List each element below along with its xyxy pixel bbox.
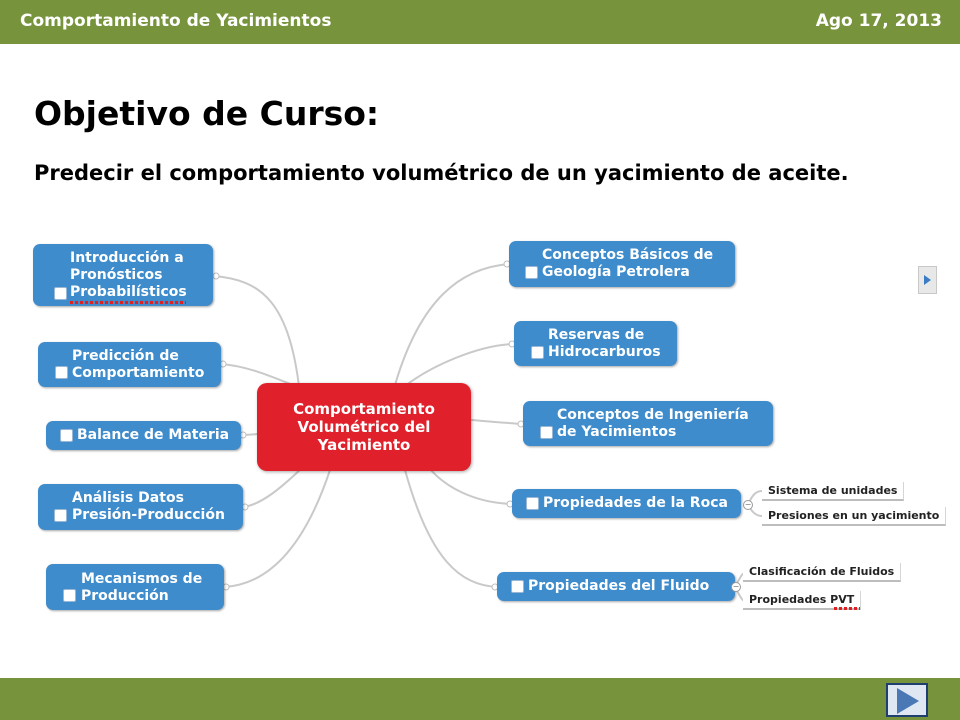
node-label: Mecanismos de Producción (81, 571, 203, 604)
topic-node-ingenieria[interactable] (523, 401, 773, 446)
node-label: Reservas de Hidrocarburos (548, 327, 661, 360)
slide-subtitle: Predecir el comportamiento volumétrico de un yacimiento de aceite. (34, 161, 849, 185)
next-slide-button[interactable] (886, 683, 928, 717)
connector-left-1 (214, 276, 300, 395)
node-label: Propiedades del Fluido (528, 578, 710, 594)
node-label: Conceptos Básicos de Geología Petrolera (542, 247, 714, 280)
node-checkbox-icon[interactable] (525, 266, 538, 279)
node-checkbox-icon[interactable] (54, 509, 67, 522)
course-title: Comportamiento de Yacimientos (20, 11, 332, 31)
slide-date: Ago 17, 2013 (815, 11, 942, 31)
spellcheck-underline (834, 607, 860, 610)
node-checkbox-icon[interactable] (531, 346, 544, 359)
topic-node-roca[interactable] (512, 489, 741, 518)
topic-node-reservas[interactable] (514, 321, 677, 366)
connector-right-1 (395, 264, 509, 385)
slide-title: Objetivo de Curso: (34, 94, 380, 133)
topic-node-geologia[interactable] (509, 241, 735, 287)
node-checkbox-icon[interactable] (511, 580, 524, 593)
play-arrow-icon (897, 688, 919, 714)
node-label: Balance de Materia (77, 427, 230, 443)
footer-bar (0, 678, 960, 720)
node-label: Introducción a Pronósticos Probabilísticos (70, 250, 187, 300)
node-label: Conceptos de Ingeniería de Yacimientos (557, 407, 749, 440)
node-checkbox-icon[interactable] (60, 429, 73, 442)
node-checkbox-icon[interactable] (55, 366, 68, 379)
topic-node-analisis[interactable] (38, 484, 243, 530)
topic-node-balance[interactable] (46, 421, 241, 450)
node-checkbox-icon[interactable] (540, 426, 553, 439)
node-label: Predicción de Comportamiento (72, 348, 205, 381)
subtopic-sistema-unidades[interactable]: Sistema de unidades (762, 482, 904, 501)
topic-node-fluido[interactable] (497, 572, 735, 601)
center-topic-label: Comportamiento Volumétrico del Yacimiento (293, 400, 435, 454)
node-checkbox-icon[interactable] (54, 287, 67, 300)
scroll-right-arrow-icon[interactable] (918, 266, 937, 294)
collapse-toggle-icon[interactable]: − (744, 500, 752, 509)
topic-node-prediccion[interactable] (38, 342, 221, 387)
subtopic-clasificacion-fluidos[interactable]: Clasificación de Fluidos (743, 563, 901, 582)
subtopic-presiones[interactable]: Presiones en un yacimiento (762, 507, 946, 526)
node-checkbox-icon[interactable] (526, 497, 539, 510)
node-label: Propiedades de la Roca (543, 495, 728, 511)
topic-node-mecanismos[interactable] (46, 564, 224, 610)
subtopic-propiedades-pvt[interactable]: Propiedades PVT (743, 591, 861, 610)
collapse-toggle-icon[interactable]: − (732, 582, 740, 591)
center-topic-node[interactable] (257, 383, 471, 471)
topic-node-pronosticos[interactable] (33, 244, 213, 306)
spellcheck-underline (70, 301, 186, 304)
node-checkbox-icon[interactable] (63, 589, 76, 602)
node-label: Análisis Datos Presión-Producción (72, 490, 225, 523)
